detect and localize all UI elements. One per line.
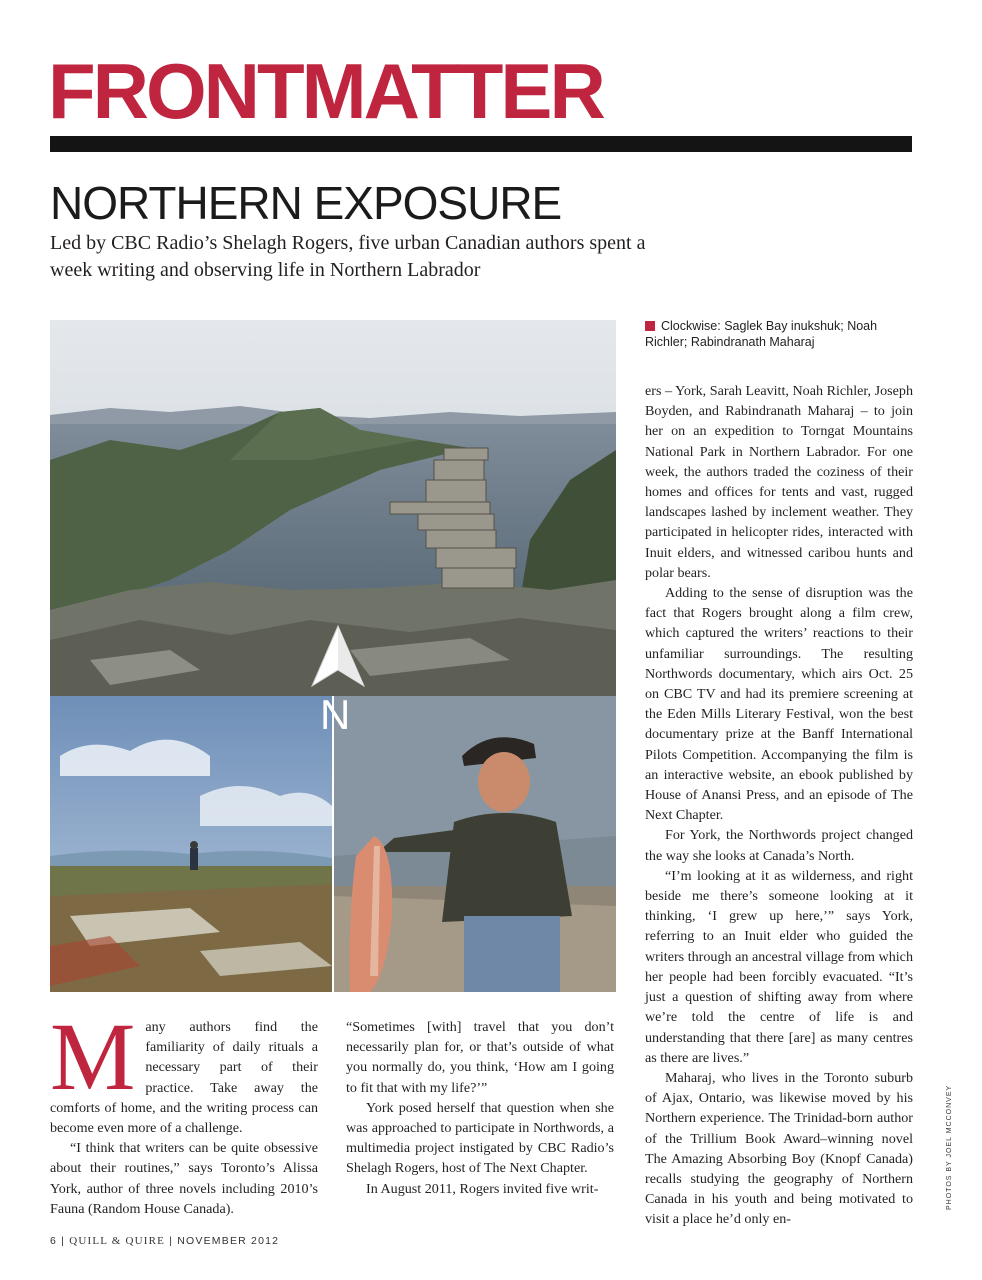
body-column-1 [50, 1003, 318, 1219]
paragraph: York posed herself that question when she was approached to participate in Northwords, a multimedia project instigated by CBC Radio’s Shelagh Rogers, host of The Next Chapter. [346, 1099, 614, 1177]
paragraph: any authors find the familiarity of daily rituals a necessary part of their practice. Take away the comforts of home, and the writing process can become even more of a challenge. [50, 1019, 318, 1137]
caption-marker [645, 321, 655, 331]
issue-date: NOVEMBER 2012 [177, 1235, 280, 1247]
photo-caption [645, 318, 915, 350]
paragraph: “I’m looking at it as wilderness, and right beside me there’s someone looking at it thinking, ‘I grew up here,’” says York, referring to an Inuit elder who guided the writers through an ancestral village from which her people had been forcibly evacuated. “It’s just a question of shifting away from where we’re told the centre of life is and understanding that there [are] as many centres as there are lives.” [645, 867, 913, 1066]
page-number: 6 [50, 1235, 58, 1247]
paragraph: Maharaj, who lives in the Toronto suburb of Ajax, Ontario, was likewise moved by his Northern experience. The Trinidad-born author of the Trillium Book Award–winning novel The Amazing Absorbing Boy (Knopf Canada) recalls studying the geography of Northern Canada in his youth and being motivated to visit a place he’d only en- [645, 1069, 913, 1228]
article-headline: NORTHERN EXPOSURE [50, 177, 562, 229]
north-arrow [308, 624, 368, 744]
paragraph: “I think that writers can be quite obsessive about their routines,” says Toronto’s Alissa York, author of three novels including 2010’s Fauna (Random House Canada). [50, 1140, 318, 1217]
paragraph: Adding to the sense of disruption was the fact that Rogers brought along a film crew, which captured the writers’ reactions to their unfamiliar surroundings. The resulting Northwords documentary, which airs Oct. 25 on CBC TV and had its premiere screening at the Eden Mills Literary Festival, won the best documentary prize at the Banff International Pilots Competition. Accompanying the film is an interactive website, an ebook published by House of Anansi Press, and an episode of The Next Chapter. [645, 585, 913, 824]
photo-maharaj [334, 696, 616, 992]
body-column-2 [346, 1017, 614, 1199]
body-column-3 [645, 381, 913, 1230]
page-footer: 6 | QUILL & QUIRE | NOVEMBER 2012 [50, 1235, 280, 1247]
north-label: N [320, 691, 351, 738]
magazine-name: QUILL & QUIRE [69, 1235, 166, 1247]
photo-credit: PHOTOS BY JOEL MCCONVEY [946, 1084, 953, 1210]
paragraph: ers – York, Sarah Leavitt, Noah Richler, Joseph Boyden, and Rabindranath Maharaj – to join her on an expedition to Torngat Mountains National Park in Northern Labrador. For one week, the authors traded the coziness of their homes and offices for tents and vast, rugged landscapes lashed by inclement weather. They participated in helicopter rides, interacted with Inuit elders, and witnessed caribou hunts and polar bears. [645, 383, 913, 581]
section-title: FRONTMATTER [48, 47, 603, 135]
drop-cap: M [50, 1003, 136, 1110]
photo-collage [50, 320, 616, 992]
paragraph: In August 2011, Rogers invited five writ- [366, 1180, 599, 1197]
header-rule [50, 136, 912, 152]
article-dek: Led by CBC Radio’s Shelagh Rogers, five urban Canadian authors spent a week writing and observing life in Northern Labrador [50, 232, 646, 281]
photo-richler [50, 696, 332, 992]
caption-text: Clockwise: Saglek Bay inukshuk; Noah Richler; Rabindranath Maharaj [645, 319, 878, 349]
paragraph: “Sometimes [with] travel that you don’t necessarily plan for, or that’s outside of what you normally do, you think, ‘How am I going to fit that with my life?’” [346, 1019, 614, 1096]
paragraph: For York, the Northwords project changed the way she looks at Canada’s North. [645, 827, 913, 864]
